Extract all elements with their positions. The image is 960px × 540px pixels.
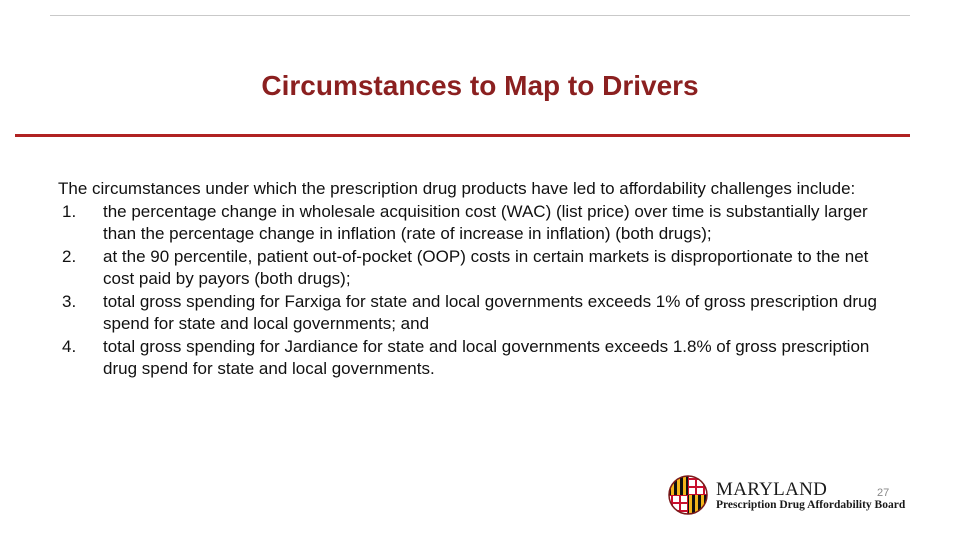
org-name: MARYLAND [716, 479, 828, 500]
list-item [58, 201, 888, 246]
list-item-number: 3. [62, 291, 77, 311]
list-item-number: 2. [62, 246, 77, 266]
maryland-flag-seal-icon [668, 475, 708, 515]
slide-title: Circumstances to Map to Drivers [261, 70, 699, 101]
org-subtitle: Prescription Drug Affordability Board [716, 499, 906, 511]
title-underline [15, 134, 910, 137]
list-item-text: total gross spending for Jardiance for state and local governments exceeds 1.8% of gross prescription drug spend for state and local governments. [103, 336, 870, 378]
slide-body [58, 178, 888, 381]
page-number: 27 [877, 487, 890, 499]
list-item [58, 291, 888, 336]
intro-text: The circumstances under which the prescription drug products have led to affordability challenges include: [58, 179, 856, 198]
list-item-number: 4. [62, 336, 77, 356]
list-item-text: total gross spending for Farxiga for state and local governments exceeds 1% of gross prescription drug spend for state and local governments; and [103, 291, 877, 333]
list-item-number: 1. [62, 201, 77, 221]
circumstances-list [58, 201, 888, 381]
list-item-text: at the 90 percentile, patient out-of-pocket (OOP) costs in certain markets is disproportionate to the net cost paid by payors (both drugs); [103, 246, 869, 288]
list-item-text: the percentage change in wholesale acquisition cost (WAC) (list price) over time is substantially larger than the percentage change in inflation (rate of increase in inflation) (both drugs); [103, 201, 868, 243]
top-divider [50, 15, 910, 16]
list-item [58, 336, 888, 381]
list-item [58, 246, 888, 291]
